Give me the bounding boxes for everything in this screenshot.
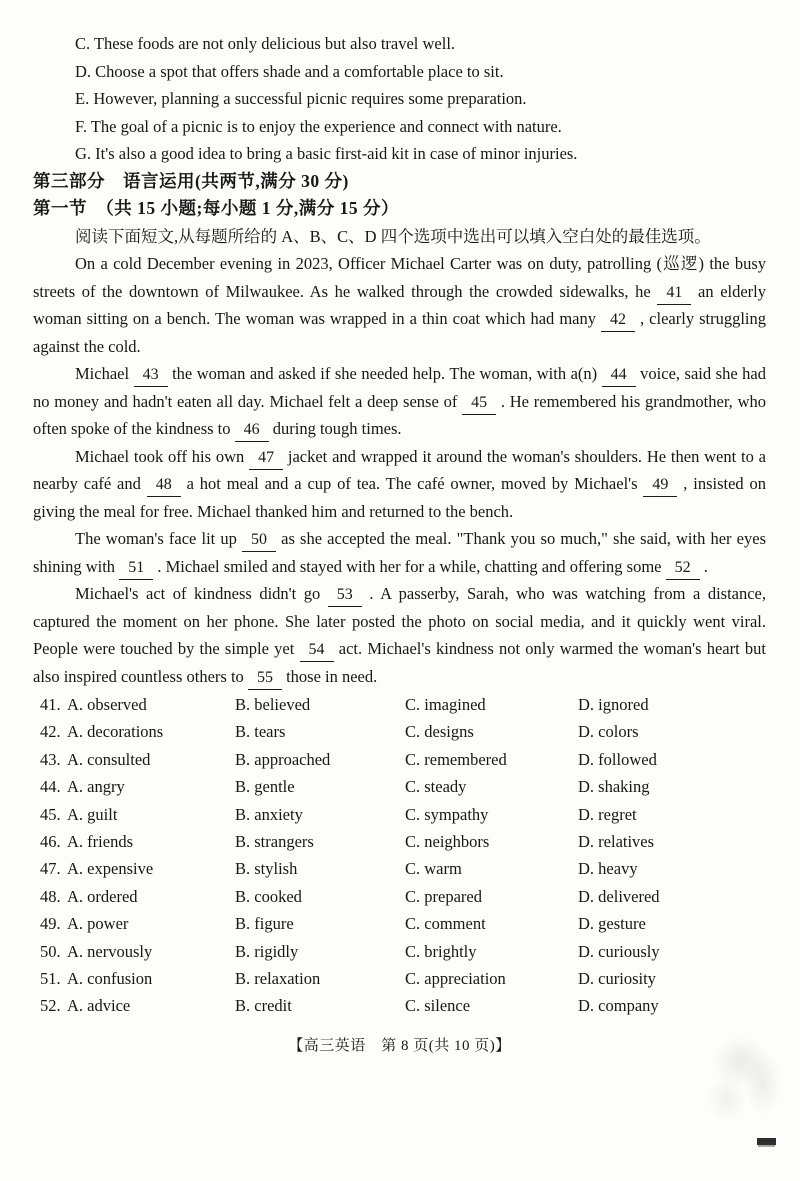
choice-option-a: A. consulted [67, 749, 151, 769]
choice-option-d: D. regret [578, 804, 637, 824]
page-footer: 【高三英语 第 8 页(共 10 页)】 [288, 1037, 511, 1054]
cloze-blank-49: 49 [643, 474, 677, 497]
choice-number: 43. [40, 749, 61, 769]
choice-option-a: A. friends [67, 832, 133, 852]
cloze-blank-50: 50 [242, 529, 276, 552]
choice-option-d: D. gesture [578, 914, 646, 934]
choice-option-b: B. strangers [235, 832, 314, 852]
option-line-C: C. These foods are not only delicious but also travel well. [75, 34, 456, 53]
cloze-blank-53: 53 [328, 584, 362, 607]
choice-option-c: C. brightly [405, 941, 477, 961]
cloze-blank-48: 48 [147, 474, 181, 497]
cloze-passage [33, 250, 766, 690]
choice-option-c: C. sympathy [405, 804, 489, 824]
choice-option-c: C. warm [405, 859, 462, 879]
choice-option-b: B. approached [235, 749, 331, 769]
choice-row-43 [40, 746, 766, 773]
choice-option-d: D. delivered [578, 886, 660, 906]
choice-row-52 [40, 992, 766, 1019]
choice-option-c: C. appreciation [405, 969, 506, 989]
choice-row-41 [40, 691, 766, 718]
choice-option-b: B. relaxation [235, 969, 321, 989]
cloze-paragraph-1: On a cold December evening in 2023, Officer Michael Carter was on duty, patrolling (巡逻) the busy streets of the downtown of Milwaukee. As he walked through the crowded sidewalks, he 41 an elderly woman sitting on a bench. The woman was wrapped in a thin coat which had many 42 , clearly struggling against the cold. [33, 254, 767, 356]
choice-number: 50. [40, 941, 61, 961]
cloze-blank-42: 42 [601, 309, 635, 332]
choice-option-d: D. relatives [578, 832, 655, 852]
choice-option-c: C. silence [405, 996, 471, 1016]
choice-option-a: A. guilt [67, 804, 118, 824]
choice-option-a: A. nervously [67, 941, 153, 961]
choice-option-c: C. prepared [405, 886, 482, 906]
option-line-D: D. Choose a spot that offers shade and a comfortable place to sit. [75, 61, 504, 81]
choice-cell [40, 718, 235, 745]
choice-option-a: A. expensive [67, 859, 154, 879]
choice-option-d: D. heavy [578, 859, 638, 879]
choice-option-b: B. cooked [235, 886, 302, 906]
choice-option-d: D. curiously [578, 941, 660, 961]
choice-cell [40, 910, 235, 937]
cloze-paragraph-3: Michael took off his own 47 jacket and wrapped it around the woman's shoulders. He then went to a nearby café and 48 a hot meal and a cup of tea. The café owner, moved by Michael's 49 , insisted on giving the meal for free. Michael thanked him and returned to the bench. [33, 446, 766, 521]
choice-option-c: C. imagined [405, 695, 486, 714]
choice-option-a: A. advice [67, 996, 131, 1016]
choice-row-42 [40, 718, 766, 745]
choice-option-c: C. designs [405, 722, 474, 742]
choice-row-50 [40, 938, 766, 965]
choice-option-b: B. tears [235, 722, 286, 742]
choice-option-a: A. confusion [67, 969, 153, 989]
scan-mark-artifact [757, 1138, 776, 1145]
choice-option-d: D. colors [578, 722, 639, 742]
choice-option-c: C. comment [405, 914, 486, 934]
choice-option-b: B. figure [235, 914, 294, 934]
option-line-E: E. However, planning a successful picnic requires some preparation. [75, 89, 527, 108]
cloze-blank-47: 47 [249, 447, 283, 470]
choice-option-a: A. angry [67, 777, 125, 797]
choice-option-d: D. ignored [578, 695, 649, 714]
choice-option-a: A. observed [67, 695, 147, 714]
choice-cell [40, 773, 235, 800]
choice-option-c: C. steady [405, 777, 467, 797]
choice-option-d: D. curiosity [578, 969, 656, 989]
cloze-paragraph-4: The woman's face lit up 50 as she accepted the meal. "Thank you so much," she said, with her eyes shining with 51 . Michael smiled and stayed with her for a while, chatting and offering some 52 . [33, 525, 766, 580]
choice-row-44 [40, 773, 766, 800]
choice-row-46 [40, 828, 766, 855]
choice-number: 46. [40, 832, 61, 852]
choice-number: 44. [40, 777, 61, 797]
choice-option-a: A. power [67, 914, 129, 934]
choice-number: 47. [40, 859, 61, 879]
choice-number: 49. [40, 914, 61, 934]
choice-number: 51. [40, 969, 61, 989]
cloze-blank-43: 43 [134, 364, 168, 387]
choice-number: 48. [40, 886, 61, 906]
choice-cell [40, 938, 235, 965]
section1-header: 第一节 （共 15 小题;每小题 1 分,满分 15 分） [33, 198, 399, 218]
choice-number: 52. [40, 996, 61, 1016]
choice-option-b: B. believed [235, 695, 311, 714]
choice-option-b: B. rigidly [235, 941, 299, 961]
choice-row-48 [40, 883, 766, 910]
choice-cell [40, 691, 235, 718]
choice-option-d: D. company [578, 996, 659, 1016]
cloze-blank-54: 54 [300, 639, 334, 662]
choice-row-47 [40, 855, 766, 882]
choice-number: 42. [40, 722, 61, 742]
cloze-blank-44: 44 [602, 364, 636, 387]
choice-number: 41. [40, 695, 61, 714]
choice-row-51 [40, 965, 766, 992]
choice-option-a: A. ordered [67, 886, 138, 906]
cloze-paragraph-2: Michael 43 the woman and asked if she needed help. The woman, with a(n) 44 voice, said she had no money and hadn't eaten all day. Michael felt a deep sense of 45 . He remembered his grandmother, who often spoke of the kindness to 46 during tough times. [33, 360, 766, 443]
cloze-blank-41: 41 [657, 282, 691, 305]
cloze-paragraph-5: Michael's act of kindness didn't go 53 . A passerby, Sarah, who was watching from a distance, captured the moment on her phone. She later posted the photo on social media, and it quickly went viral. People were touched by the simple yet 54 act. Michael's kindness not only warmed the woman's heart but also inspired countless others to 55 those in need. [33, 580, 766, 690]
choice-cell [40, 855, 235, 882]
choice-option-d: D. followed [578, 749, 657, 769]
choice-cell [40, 992, 235, 1019]
cloze-blank-52: 52 [666, 557, 700, 580]
cloze-blank-46: 46 [235, 419, 269, 442]
choice-cell [40, 746, 235, 773]
choices-table [40, 691, 766, 1020]
choice-cell [40, 828, 235, 855]
choice-cell [40, 965, 235, 992]
choice-number: 45. [40, 804, 61, 824]
choice-option-d: D. shaking [578, 777, 650, 797]
choice-option-b: B. anxiety [235, 804, 303, 824]
choice-option-a: A. decorations [67, 722, 164, 742]
cloze-blank-55: 55 [248, 667, 282, 690]
choice-option-c: C. neighbors [405, 832, 490, 852]
residual-options-list [33, 30, 766, 168]
option-line-G: G. It's also a good idea to bring a basic first-aid kit in case of minor injuries. [75, 144, 578, 163]
choice-row-49 [40, 910, 766, 937]
choice-row-45 [40, 801, 766, 828]
choice-cell [40, 883, 235, 910]
cloze-blank-45: 45 [462, 392, 496, 415]
cloze-blank-51: 51 [119, 557, 153, 580]
part3-header: 第三部分 语言运用(共两节,满分 30 分) [33, 170, 349, 191]
cloze-instructions: 阅读下面短文,从每题所给的 A、B、C、D 四个选项中选出可以填入空白处的最佳选项。 [75, 226, 711, 246]
choice-option-b: B. credit [235, 996, 292, 1016]
choice-option-b: B. gentle [235, 777, 295, 797]
option-line-F: F. The goal of a picnic is to enjoy the experience and connect with nature. [75, 116, 562, 136]
choice-cell [40, 801, 235, 828]
choice-option-b: B. stylish [235, 859, 298, 879]
choice-option-c: C. remembered [405, 749, 507, 769]
